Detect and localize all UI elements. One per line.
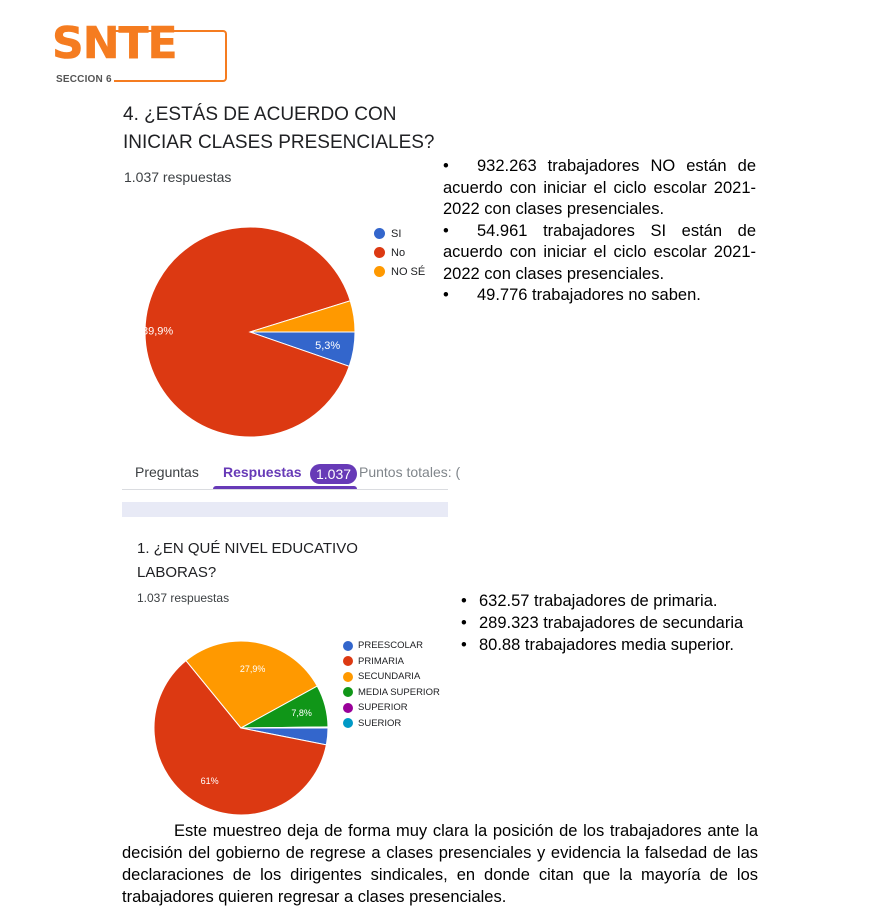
legend-label: SI — [391, 227, 402, 240]
legend-label: No — [391, 246, 406, 259]
q4-legend-item — [374, 224, 425, 243]
legend-swatch — [343, 641, 353, 651]
legend-label: NO SÉ — [391, 265, 426, 278]
logo-section: SECCION 6 — [56, 74, 112, 85]
bullet-dot: • — [443, 221, 449, 240]
q4-title — [123, 101, 435, 157]
legend-swatch — [343, 718, 353, 728]
q1-legend-item — [343, 700, 440, 716]
total-points-label: Puntos totales: ( — [359, 464, 461, 480]
legend-swatch — [374, 247, 385, 258]
q1-pie-chart — [145, 633, 335, 823]
q1-legend — [343, 638, 440, 731]
q4-bullet-item: • 54.961 trabajadores SI están de acuerdo con iniciar el ciclo escolar 2021-2022 con clases presenciales. — [443, 221, 756, 283]
q4-legend-item — [374, 262, 425, 281]
legend-label: SUPERIOR — [358, 702, 408, 714]
q4-pie-chart — [140, 220, 370, 450]
responses-count-badge: 1.037 — [310, 464, 357, 484]
bullet-dot: • — [461, 592, 467, 610]
q4-bullet-item: • 49.776 trabajadores no saben. — [443, 285, 756, 307]
q1-legend-item — [343, 654, 440, 670]
legend-label: SECUNDARIA — [358, 671, 421, 683]
bullet-dot: • — [443, 286, 449, 304]
legend-label: PRIMARIA — [358, 655, 404, 667]
tab-preguntas[interactable]: Preguntas — [135, 464, 199, 480]
legend-swatch — [374, 266, 385, 277]
q4-title-line1: 4. ¿ESTÁS DE ACUERDO CON — [123, 104, 397, 125]
legend-swatch — [343, 703, 353, 713]
pie-data-label: 5,3% — [315, 340, 341, 353]
q1-bullet-item: • 632.57 trabajadores de primaria. — [461, 592, 718, 610]
snte-logo — [52, 18, 180, 86]
pie-data-label: 89,9% — [142, 325, 174, 338]
q4-response-count: 1.037 respuestas — [124, 169, 232, 185]
logo-wordmark: SNTE — [52, 18, 177, 69]
tab-respuestas[interactable]: Respuestas — [223, 464, 302, 480]
form-tab-bar — [122, 456, 461, 490]
bullet-dot: • — [461, 614, 467, 632]
q1-bullet-list — [461, 590, 761, 656]
q4-legend — [374, 224, 425, 281]
bullet-dot: • — [461, 636, 467, 654]
q1-legend-item — [343, 638, 440, 654]
legend-label: MEDIA SUPERIOR — [358, 686, 440, 698]
legend-label: PREESCOLAR — [358, 640, 423, 652]
q1-legend-item — [343, 685, 440, 701]
q4-legend-item — [374, 243, 425, 262]
legend-swatch — [343, 672, 353, 682]
q4-title-line2: INICIAR CLASES PRESENCIALES? — [123, 132, 435, 153]
pie-data-label: 27,9% — [239, 664, 266, 675]
q1-title — [137, 537, 358, 585]
pie-data-label: 7,8% — [291, 708, 312, 719]
pie-slice-suerior — [241, 727, 328, 728]
legend-swatch — [374, 228, 385, 239]
bullet-dot: • — [443, 157, 449, 175]
form-background-band — [122, 502, 448, 517]
q1-title-line2: LABORAS? — [137, 564, 217, 581]
tab-divider — [122, 489, 448, 490]
q1-bullet-item: • 289.323 trabajadores de secundaria — [461, 614, 744, 632]
q1-title-line1: 1. ¿EN QUÉ NIVEL EDUCATIVO — [137, 540, 358, 557]
conclusion-text: Este muestreo deja de forma muy clara la posición de los trabajadores ante la decisión del gobierno de regrese a clases presenciales y evidencia la falsedad de las declaraciones de los dirigentes sindicales, en donde citan que la mayoría de los trabajadores quieren regresar a clases presenciales. — [122, 822, 758, 906]
q1-bullet-item: • 80.88 trabajadores media superior. — [461, 636, 734, 654]
legend-swatch — [343, 687, 353, 697]
q1-response-count: 1.037 respuestas — [137, 591, 230, 605]
pie-data-label: 61% — [200, 776, 219, 787]
legend-swatch — [343, 656, 353, 666]
q1-legend-item — [343, 716, 440, 732]
legend-label: SUERIOR — [358, 717, 402, 729]
conclusion-paragraph — [122, 820, 758, 908]
q1-legend-item — [343, 669, 440, 685]
q4-bullet-item: • 932.263 trabajadores NO están de acuerdo con iniciar el ciclo escolar 2021-2022 con clases presenciales. — [443, 157, 756, 218]
q4-bullet-list — [443, 156, 756, 307]
